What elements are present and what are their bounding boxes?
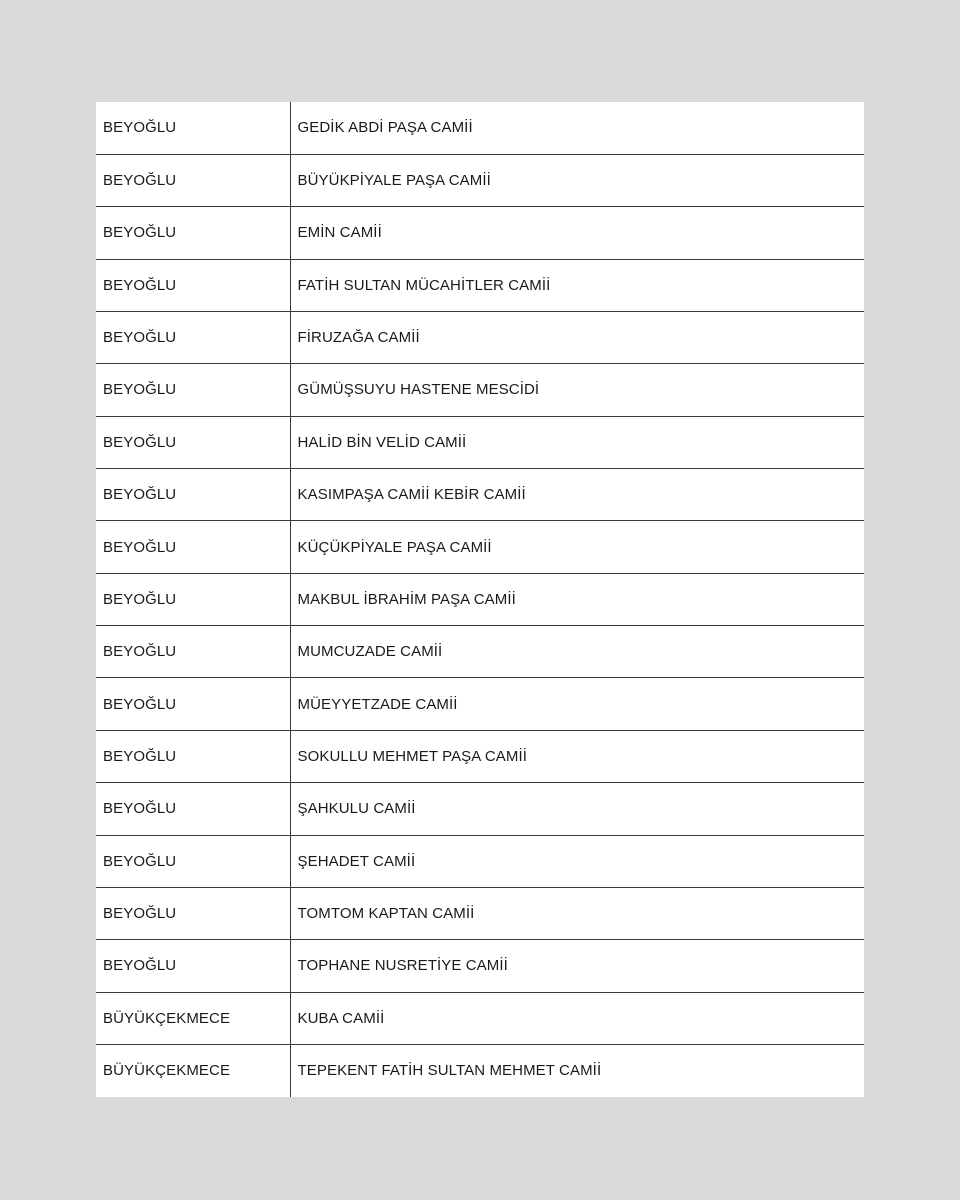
table-row	[96, 835, 864, 887]
table-row	[96, 207, 864, 259]
table-row	[96, 311, 864, 363]
district-cell: BEYOĞLU	[96, 573, 290, 625]
mosque-name-cell: KASIMPAŞA CAMİİ KEBİR CAMİİ	[290, 469, 864, 521]
district-cell: BEYOĞLU	[96, 469, 290, 521]
mosque-name-cell: EMİN CAMİİ	[290, 207, 864, 259]
district-cell: BÜYÜKÇEKMECE	[96, 992, 290, 1044]
mosque-name-cell: HALİD BİN VELİD CAMİİ	[290, 416, 864, 468]
table-row	[96, 887, 864, 939]
table-row	[96, 259, 864, 311]
table-body	[96, 102, 864, 1097]
table-row	[96, 469, 864, 521]
mosque-name-cell: MAKBUL İBRAHİM PAŞA CAMİİ	[290, 573, 864, 625]
table-row	[96, 1044, 864, 1096]
district-cell: BEYOĞLU	[96, 364, 290, 416]
district-cell: BEYOĞLU	[96, 887, 290, 939]
table-row	[96, 678, 864, 730]
table-row	[96, 521, 864, 573]
district-cell: BEYOĞLU	[96, 940, 290, 992]
table-row	[96, 416, 864, 468]
district-cell: BEYOĞLU	[96, 416, 290, 468]
mosque-name-cell: GÜMÜŞSUYU HASTENE MESCİDİ	[290, 364, 864, 416]
table-row	[96, 102, 864, 154]
table-row	[96, 364, 864, 416]
mosque-name-cell: KÜÇÜKPİYALE PAŞA CAMİİ	[290, 521, 864, 573]
district-cell: BEYOĞLU	[96, 311, 290, 363]
table-row	[96, 783, 864, 835]
mosque-name-cell: TEPEKENT FATİH SULTAN MEHMET CAMİİ	[297, 1062, 602, 1080]
district-cell: BEYOĞLU	[96, 835, 290, 887]
mosque-name-cell: SOKULLU MEHMET PAŞA CAMİİ	[290, 730, 864, 782]
district-cell: BEYOĞLU	[96, 783, 290, 835]
district-cell: BEYOĞLU	[96, 626, 290, 678]
mosque-name-cell: BÜYÜKPİYALE PAŞA CAMİİ	[290, 154, 864, 206]
district-cell: BÜYÜKÇEKMECE	[96, 1044, 290, 1096]
table-row	[96, 730, 864, 782]
mosque-name-cell: FATİH SULTAN MÜCAHİTLER CAMİİ	[290, 259, 864, 311]
mosque-name-cell: MÜEYYETZADE CAMİİ	[290, 678, 864, 730]
district-cell: BEYOĞLU	[96, 730, 290, 782]
mosque-name-cell: FİRUZAĞA CAMİİ	[290, 311, 864, 363]
mosque-name-cell: TOMTOM KAPTAN CAMİİ	[290, 887, 864, 939]
table-row	[96, 626, 864, 678]
mosque-name-cell: ŞEHADET CAMİİ	[290, 835, 864, 887]
district-cell: BEYOĞLU	[96, 102, 290, 154]
document-page	[96, 102, 864, 1097]
table-row	[96, 573, 864, 625]
mosque-name-cell: ŞAHKULU CAMİİ	[290, 783, 864, 835]
district-cell: BEYOĞLU	[96, 521, 290, 573]
mosque-name-cell: KUBA CAMİİ	[290, 992, 864, 1044]
district-cell: BEYOĞLU	[96, 259, 290, 311]
table-row	[96, 992, 864, 1044]
mosque-name-cell: TOPHANE NUSRETİYE CAMİİ	[290, 940, 864, 992]
district-cell: BEYOĞLU	[96, 154, 290, 206]
mosque-name-cell: GEDİK ABDİ PAŞA CAMİİ	[290, 102, 864, 154]
district-cell: BEYOĞLU	[96, 207, 290, 259]
mosque-name-cell: MUMCUZADE CAMİİ	[290, 626, 864, 678]
district-cell: BEYOĞLU	[96, 678, 290, 730]
mosque-list-table	[96, 102, 864, 1097]
table-row	[96, 940, 864, 992]
table-row	[96, 154, 864, 206]
